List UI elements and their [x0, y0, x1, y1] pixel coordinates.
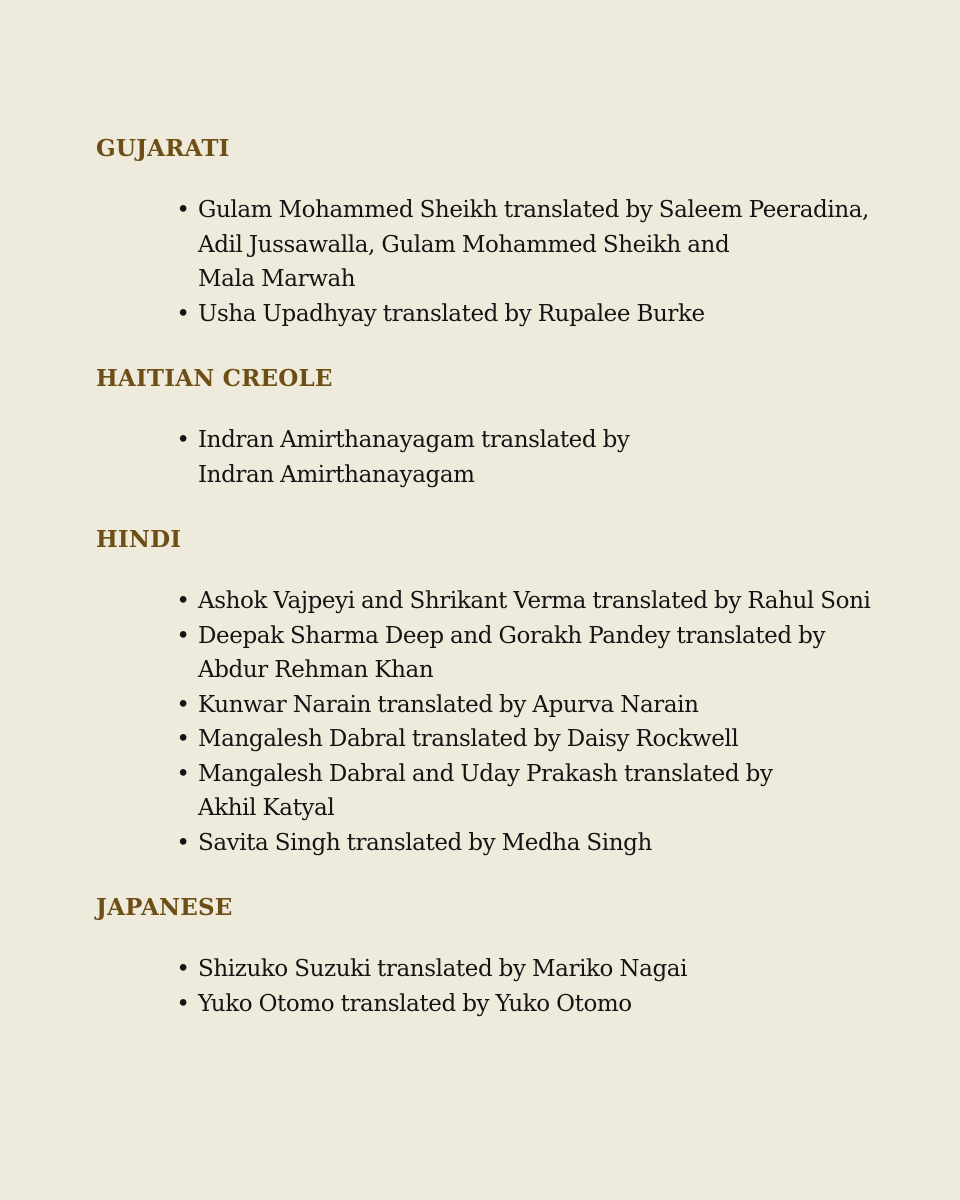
entry-text: Akhil Katyal — [198, 795, 335, 821]
translation-entry — [176, 423, 896, 458]
bullet-icon: • — [176, 300, 190, 327]
language-section — [96, 518, 896, 886]
entry-text: Ashok Vajpeyi and Shrikant Verma translated by Rahul Soni — [198, 588, 871, 614]
translation-entry — [176, 688, 896, 723]
translations-list — [96, 127, 896, 1021]
entry-text: Yuko Otomo translated by Yuko Otomo — [198, 990, 632, 1017]
translation-entry — [176, 757, 896, 792]
language-heading: JAPANESE — [96, 894, 233, 921]
translation-entry — [176, 826, 896, 861]
language-section — [96, 127, 896, 357]
translation-entry — [176, 952, 896, 987]
translation-entry — [176, 722, 896, 757]
language-section — [96, 357, 896, 518]
bullet-icon: • — [176, 197, 190, 223]
language-heading: HINDI — [96, 526, 182, 553]
bullet-icon: • — [176, 726, 190, 752]
entry-text: Shizuko Suzuki translated by Mariko Nagai — [198, 956, 688, 982]
translation-entry-continuation — [198, 262, 896, 297]
entry-text: Savita Singh translated by Medha Singh — [198, 829, 652, 856]
entry-text: Adil Jussawalla, Gulam Mohammed Sheikh and — [198, 231, 730, 258]
translation-entry-continuation — [198, 653, 896, 688]
translation-list — [96, 952, 896, 1021]
entry-text: Kunwar Narain translated by Apurva Narain — [198, 691, 699, 718]
entry-text: Usha Upadhyay translated by Rupalee Burke — [198, 300, 705, 327]
translation-list — [96, 193, 896, 331]
translation-entry-continuation — [198, 791, 896, 826]
bullet-icon: • — [176, 829, 190, 856]
entry-text: Deepak Sharma Deep and Gorakh Pandey translated by — [198, 622, 826, 649]
entry-text: Indran Amirthanayagam — [198, 461, 475, 488]
translation-entry — [176, 584, 896, 619]
translation-entry — [176, 987, 896, 1022]
translation-entry-continuation — [198, 228, 896, 263]
bullet-icon: • — [176, 427, 190, 453]
language-section — [96, 886, 896, 1021]
bullet-icon: • — [176, 760, 190, 787]
translation-list — [96, 584, 896, 860]
entry-text: Abdur Rehman Khan — [198, 657, 434, 683]
translation-entry — [176, 193, 896, 228]
entry-text: Mala Marwah — [198, 266, 356, 292]
translation-entry — [176, 619, 896, 654]
bullet-icon: • — [176, 622, 190, 649]
language-heading: HAITIAN CREOLE — [96, 365, 333, 392]
bullet-icon: • — [176, 990, 190, 1017]
translation-list — [96, 423, 896, 492]
entry-text: Gulam Mohammed Sheikh translated by Saleem Peeradina, — [198, 197, 869, 223]
translation-entry — [176, 297, 896, 332]
translation-entry-continuation — [198, 458, 896, 493]
bullet-icon: • — [176, 956, 190, 982]
entry-text: Mangalesh Dabral translated by Daisy Rockwell — [198, 726, 739, 752]
bullet-icon: • — [176, 588, 190, 614]
entry-text: Mangalesh Dabral and Uday Prakash translated by — [198, 760, 773, 787]
language-heading: GUJARATI — [96, 135, 230, 162]
entry-text: Indran Amirthanayagam translated by — [198, 427, 630, 453]
bullet-icon: • — [176, 691, 190, 718]
